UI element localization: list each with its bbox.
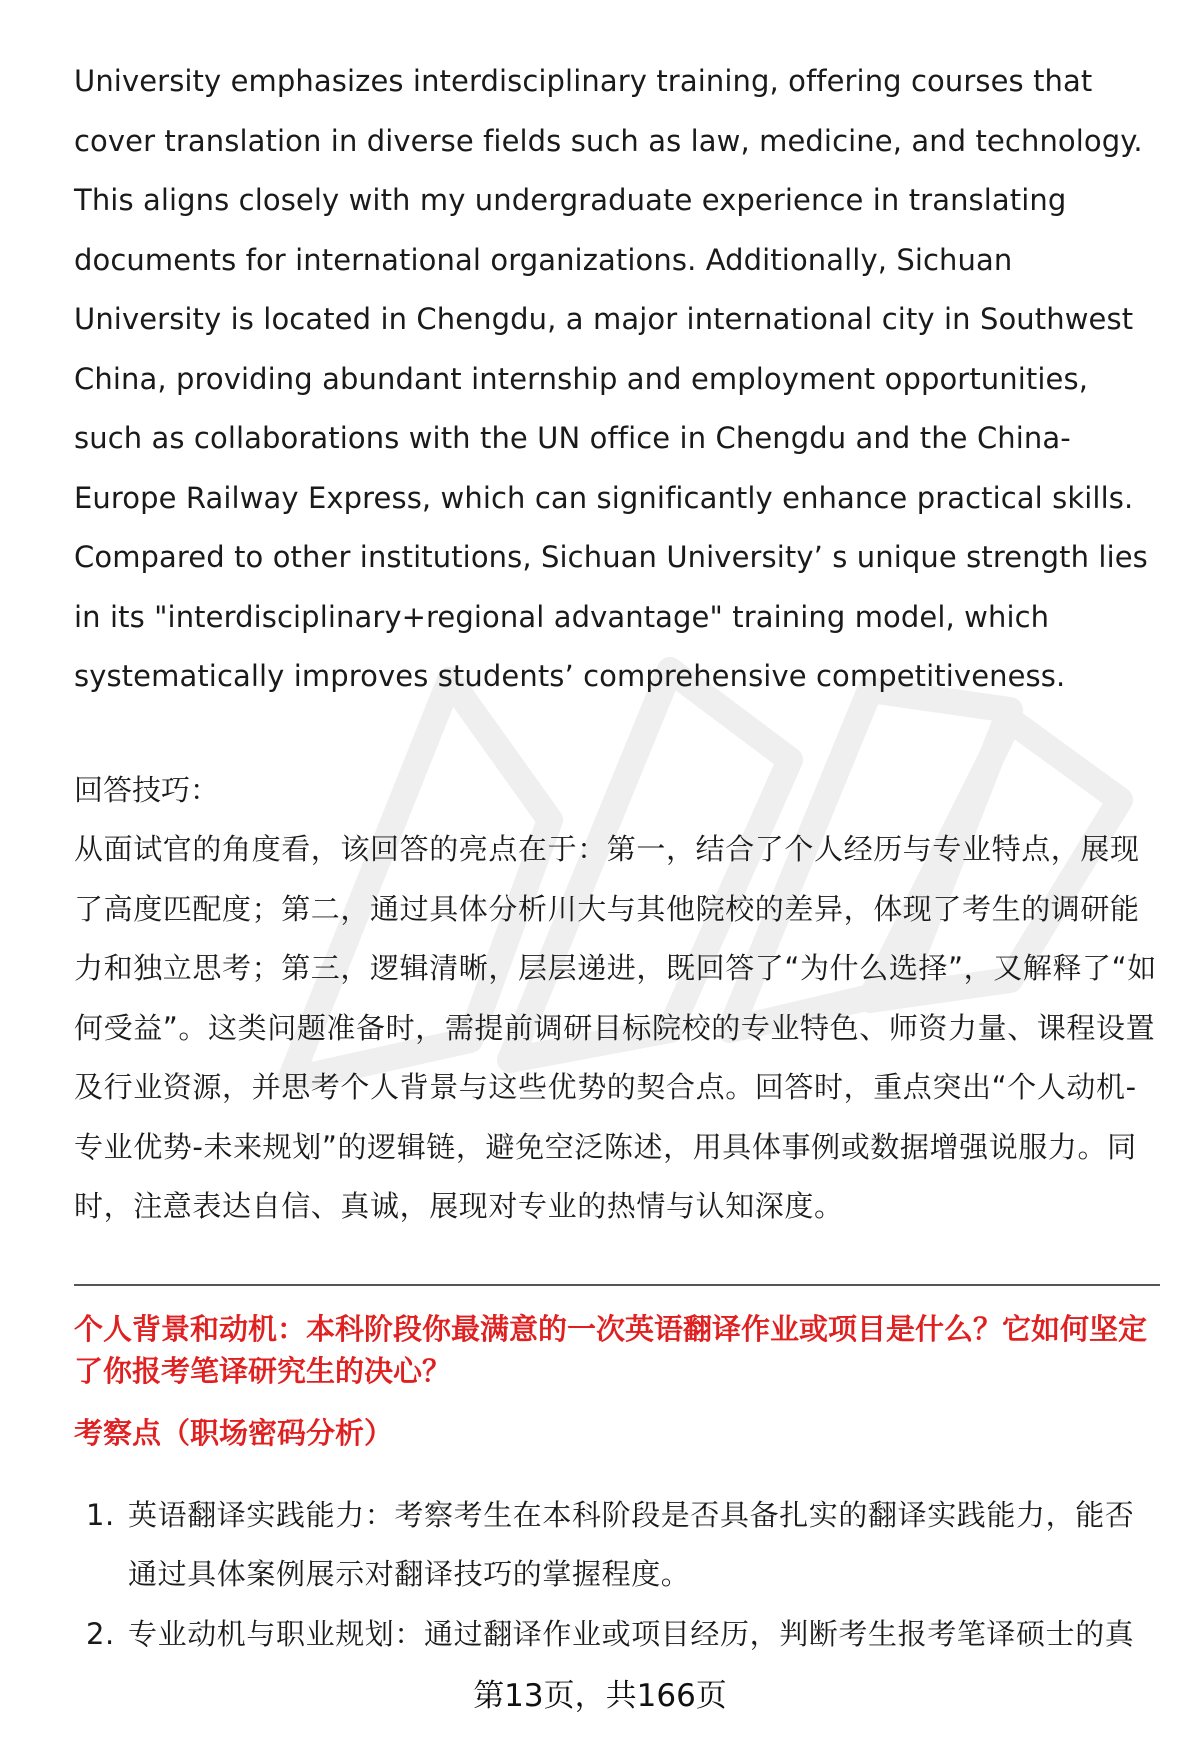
list-item-number: 2. [86, 1616, 115, 1651]
page-content [74, 52, 1160, 1664]
list-item [74, 1486, 1160, 1605]
page-number-footer: 第13页，共166页 [473, 1678, 727, 1714]
list-item-number: 1. [86, 1497, 115, 1532]
list-item [74, 1605, 1160, 1665]
list-item-text: 专业动机与职业规划：通过翻译作业或项目经历，判断考生报考笔译硕士的真 [128, 1616, 1135, 1651]
section-divider [74, 1284, 1160, 1286]
english-answer-paragraph: University emphasizes interdisciplinary training, offering courses that cover translation in diverse fields such as law, medicine, and technology. This aligns closely with my undergraduate experience in translating documents for international organizations. Additionally, Sichuan University is located in Chengdu, a major international city in Southwest China, providing abundant internship and employment opportunities, such as collaborations with the UN office in Chengdu and the China-Europe Railway Express, which can significantly enhance practical skills. Compared to other institutions, Sichuan University’ s unique strength lies in its "interdisciplinary+regional advantage" training model, which systematically improves students’ comprehensive competitiveness. [74, 64, 1148, 693]
question-heading: 个人背景和动机：本科阶段你最满意的一次英语翻译作业或项目是什么？它如何坚定了你报考笔译研究生的决心？ [74, 1311, 1148, 1388]
tips-title: 回答技巧： [74, 772, 220, 807]
list-item-text: 英语翻译实践能力：考察考生在本科阶段是否具备扎实的翻译实践能力，能否通过具体案例展示对翻译技巧的掌握程度。 [128, 1497, 1135, 1591]
assessment-points-title: 考察点（职场密码分析） [74, 1415, 394, 1450]
tips-paragraph: 从面试官的角度看，该回答的亮点在于：第一，结合了个人经历与专业特点，展现了高度匹配度；第二，通过具体分析川大与其他院校的差异，体现了考生的调研能力和独立思考；第三，逻辑清晰，层层递进，既回答了“为什么选择”，又解释了“如何受益”。这类问题准备时，需提前调研目标院校的专业特色、师资力量、课程设置及行业资源，并思考个人背景与这些优势的契合点。回答时，重点突出“个人动机-专业优势-未来规划”的逻辑链，避免空泛陈述，用具体事例或数据增强说服力。同时，注意表达自信、真诚，展现对专业的热情与认知深度。 [74, 832, 1157, 1223]
assessment-points-list [74, 1486, 1160, 1665]
